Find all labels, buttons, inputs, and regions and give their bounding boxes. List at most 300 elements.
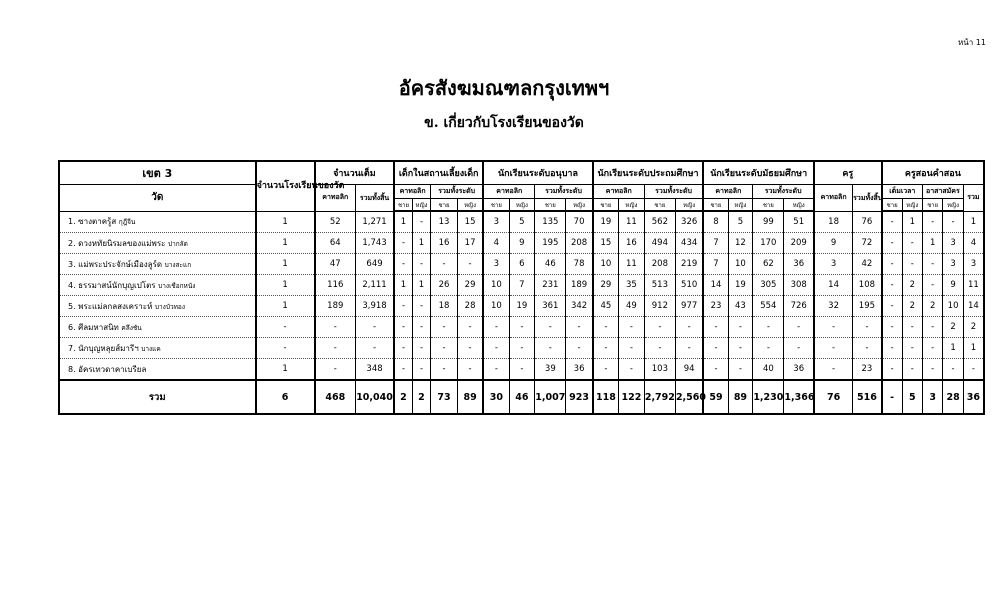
sex-male: ชาย [431,199,458,212]
kinder-catholic-header: คาทอลิก [483,185,535,199]
name-text: 3. แม่พระประจักษ์เมืองลูร์ด [68,259,163,269]
name-text: 1. ซางตาครู้ส [68,217,117,227]
table-cell: 208 [644,254,675,275]
table-cell: 1 [412,233,430,254]
table-cell: 923 [566,380,593,414]
table-cell: 70 [566,211,593,233]
table-cell: 189 [566,275,593,296]
school-name [59,233,256,254]
table-cell: 9 [814,233,853,254]
table-cell: - [394,233,412,254]
table-cell: - [412,317,430,338]
table-cell: 29 [457,275,483,296]
school-name [59,359,256,381]
table-cell: 35 [619,275,645,296]
table-cell: 12 [728,233,753,254]
school-name [59,211,256,233]
table-cell: 5 [728,211,753,233]
table-cell: 13 [431,211,458,233]
school-name [59,254,256,275]
page-subtitle: ข. เกี่ยวกับโรงเรียนของวัด [424,115,584,131]
table-cell: 1 [922,233,942,254]
table-cell: 1 [256,296,315,317]
name-text: 7. นักบุญหลุยส์มารีฯ [68,343,139,353]
group-header-teachers: ครู [814,161,882,185]
sex-female: หญิง [728,199,753,212]
teacher-catholic-header: คาทอลิก [814,185,853,212]
table-cell: - [853,338,882,359]
teacher-total-header: รวมทั้งสิ้น [853,185,882,212]
table-cell: - [943,359,963,381]
table-body [59,211,984,414]
table-cell: 9 [943,275,963,296]
table-cell: 170 [753,233,784,254]
name-text: 2. ดวงหทัยนิรมลของแม่พระ [68,238,166,248]
table-cell: - [902,254,922,275]
table-cell: - [431,338,458,359]
table-cell: 28 [943,380,963,414]
table-cell: - [703,317,728,338]
school-name [59,338,256,359]
group-header-secondary: นักเรียนระดับมัธยมศึกษา [703,161,814,185]
table-cell: 326 [675,211,703,233]
table-cell: 208 [566,233,593,254]
total-row [59,380,984,414]
table-cell: 76 [814,380,853,414]
table-cell: 209 [784,233,814,254]
location-text: บางเชือกหนัง [158,281,196,290]
table-cell: 28 [457,296,483,317]
table-cell: 14 [814,275,853,296]
table-cell: 649 [355,254,394,275]
table-cell: 116 [315,275,356,296]
table-cell: 2 [963,317,984,338]
table-cell: - [431,317,458,338]
table-cell: - [882,254,902,275]
table-cell: 8 [703,211,728,233]
table-cell: - [963,359,984,381]
catechist-volunteer-header: อาสาสมัคร [922,185,963,199]
table-cell: - [902,359,922,381]
group-header-nursery: เด็กในสถานเลี้ยงเด็ก [394,161,483,185]
sex-male: ชาย [483,199,509,212]
table-cell: - [593,359,619,381]
table-cell: 46 [535,254,566,275]
location-text: กุฎีจีน [118,218,136,227]
table-cell: 15 [457,211,483,233]
table-cell: 49 [619,296,645,317]
table-cell: - [675,338,703,359]
sex-female: หญิง [566,199,593,212]
sex-male: ชาย [882,199,902,212]
table-cell: 494 [644,233,675,254]
school-name [59,275,256,296]
sex-female: หญิง [619,199,645,212]
table-cell: 42 [853,254,882,275]
table-cell: 40 [753,359,784,381]
table-row [59,359,984,381]
table-cell: 43 [728,296,753,317]
table-cell: 1 [256,254,315,275]
table-cell: - [535,338,566,359]
catechist-fulltime-header: เต็มเวลา [882,185,923,199]
table-cell: - [619,359,645,381]
table-row [59,211,984,233]
table-cell: 64 [315,233,356,254]
table-row [59,338,984,359]
table-row [59,233,984,254]
table-cell: 36 [784,359,814,381]
table-cell: 36 [963,380,984,414]
table-cell: 348 [355,359,394,381]
location-text: บางสะแก [164,260,192,269]
table-cell: - [412,359,430,381]
sex-male: ชาย [394,199,412,212]
table-cell: 2,792 [644,380,675,414]
table-cell: 1,366 [784,380,814,414]
name-text: 8. อัครเทวดาคาเบรียล [68,364,147,374]
table-cell: 14 [703,275,728,296]
table-cell: 5 [509,211,535,233]
location-text: คลึงชัน [121,323,142,332]
table-cell: 59 [703,380,728,414]
table-cell: 3 [922,380,942,414]
table-cell: 3 [814,254,853,275]
table-cell: - [315,359,356,381]
primary-catholic-header: คาทอลิก [593,185,645,199]
table-cell: 11 [619,254,645,275]
table-cell: 19 [728,275,753,296]
table-cell: - [593,338,619,359]
sex-female: หญิง [784,199,814,212]
table-cell: - [412,211,430,233]
full-total-header: รวมทั้งสิ้น [355,185,394,212]
table-cell: 103 [644,359,675,381]
table-cell: - [753,317,784,338]
table-cell: - [902,317,922,338]
table-cell: 3 [483,211,509,233]
catechist-sum-header: รวม [963,185,984,212]
group-header-catechists: ครูสอนคำสอน [882,161,984,185]
table-cell: - [566,338,593,359]
table-cell: 10 [943,296,963,317]
sex-male: ชาย [703,199,728,212]
table-cell: - [922,359,942,381]
table-cell: 562 [644,211,675,233]
table-cell: 2 [922,296,942,317]
table-cell: 189 [315,296,356,317]
group-header-full: จำนวนเต็ม [315,161,394,185]
table-cell: - [431,254,458,275]
table-cell: - [922,317,942,338]
table-cell: - [509,338,535,359]
table-cell: - [644,317,675,338]
table-cell: 10,040 [355,380,394,414]
table-cell: 1 [963,211,984,233]
table-cell: 2,560 [675,380,703,414]
table-cell: - [394,296,412,317]
wat-header: วัด [59,185,256,212]
table-cell: 3 [963,254,984,275]
table-cell: 4 [483,233,509,254]
table-cell: - [457,254,483,275]
table-cell: 18 [814,211,853,233]
table-cell: 2 [394,380,412,414]
table-cell: - [882,380,902,414]
table-cell: 9 [509,233,535,254]
table-cell: - [412,296,430,317]
secondary-catholic-header: คาทอลิก [703,185,752,199]
table-cell: 7 [703,254,728,275]
nursery-catholic-header: คาทอลิก [394,185,431,199]
table-cell: - [784,338,814,359]
school-name [59,317,256,338]
table-cell: 468 [315,380,356,414]
table-cell: - [593,317,619,338]
table-cell: - [882,296,902,317]
table-cell: 2 [943,317,963,338]
table-cell: 108 [853,275,882,296]
location-text: บางแค [141,344,161,353]
table-cell: 11 [619,211,645,233]
table-cell: 118 [593,380,619,414]
table-cell: 1 [902,211,922,233]
table-cell: - [902,338,922,359]
table-cell: 195 [853,296,882,317]
table-cell: 912 [644,296,675,317]
table-cell: 39 [535,359,566,381]
table-cell: - [882,338,902,359]
table-cell: - [412,338,430,359]
table-cell: - [509,317,535,338]
table-row [59,254,984,275]
table-cell: - [394,317,412,338]
secondary-total-header: รวมทั้งระดับ [753,185,814,199]
table-cell: 23 [853,359,882,381]
table-cell: 1 [256,275,315,296]
table-cell: - [922,211,942,233]
table-cell: 10 [483,296,509,317]
table-cell: - [922,338,942,359]
sex-male: ชาย [593,199,619,212]
table-cell: - [535,317,566,338]
nursery-total-header: รวมทั้งระดับ [431,185,484,199]
table-cell: 4 [963,233,984,254]
sex-male: ชาย [535,199,566,212]
sex-male: ชาย [922,199,942,212]
table-cell: 1,271 [355,211,394,233]
zone-header: เขต 3 [59,161,256,185]
table-cell: 73 [431,380,458,414]
table-cell: 554 [753,296,784,317]
table-cell: - [256,317,315,338]
table-cell: - [256,338,315,359]
table-cell: - [355,317,394,338]
table-cell: - [644,338,675,359]
table-cell: 10 [728,254,753,275]
name-text: รวม [148,391,166,403]
table-cell: 1 [943,338,963,359]
name-text: 4. ธรรมาสน์นักบุญเปโตร [68,280,156,290]
name-text: 5. พระแม่ลกลสงเคราะห์ [68,301,153,311]
name-text: 6. ศีลมหาสนิท [68,322,119,332]
table-cell: - [315,317,356,338]
table-cell: 89 [457,380,483,414]
table-cell: - [814,338,853,359]
table-cell: 1 [256,211,315,233]
table-cell: - [902,233,922,254]
sex-female: หญิง [943,199,963,212]
location-text: บางบัวทอง [154,302,185,311]
table-cell: 122 [619,380,645,414]
table-cell: - [483,359,509,381]
table-cell: 342 [566,296,593,317]
table-cell: 17 [457,233,483,254]
table-cell: - [483,338,509,359]
table-cell: 510 [675,275,703,296]
table-cell: - [619,317,645,338]
table-cell: 219 [675,254,703,275]
table-cell: - [457,338,483,359]
table-cell: 135 [535,211,566,233]
table-row [59,275,984,296]
table-cell: - [814,359,853,381]
table-cell: - [943,211,963,233]
table-cell: - [457,359,483,381]
table-cell: - [922,254,942,275]
table-cell: 1 [394,211,412,233]
table-cell: - [394,254,412,275]
table-cell: 516 [853,380,882,414]
table-cell: 361 [535,296,566,317]
table-cell: - [566,317,593,338]
table-cell: 99 [753,211,784,233]
table-cell: - [431,359,458,381]
table-cell: 94 [675,359,703,381]
table-cell: - [703,338,728,359]
table-cell: 14 [963,296,984,317]
table-cell: 2,111 [355,275,394,296]
table-cell: 977 [675,296,703,317]
table-cell: 72 [853,233,882,254]
table-cell: - [882,359,902,381]
table-cell: - [728,359,753,381]
table-cell: 36 [566,359,593,381]
location-text: ปากลัด [167,239,188,248]
table-cell: - [509,359,535,381]
table-cell: 1 [256,233,315,254]
table-cell: 89 [728,380,753,414]
table-cell: 51 [784,211,814,233]
table-cell: 62 [753,254,784,275]
kinder-total-header: รวมทั้งระดับ [535,185,593,199]
table-cell: 3,918 [355,296,394,317]
table-cell: 10 [483,275,509,296]
table-cell: - [882,233,902,254]
table-cell: 1,230 [753,380,784,414]
table-cell: - [922,275,942,296]
table-cell: 36 [784,254,814,275]
table-cell: - [315,338,356,359]
table-cell: 1,007 [535,380,566,414]
sex-female: หญิง [509,199,535,212]
num-schools-header: จำนวนโรงเรียนของวัด [256,161,315,211]
table-cell: 45 [593,296,619,317]
table-row [59,317,984,338]
table-cell: 15 [593,233,619,254]
table-cell: - [814,317,853,338]
table-cell: 726 [784,296,814,317]
table-cell: - [412,254,430,275]
table-cell: 308 [784,275,814,296]
sex-female: หญิง [457,199,483,212]
table-cell: 19 [593,211,619,233]
table-cell: - [882,275,902,296]
table-cell: - [753,338,784,359]
table-cell: - [703,359,728,381]
table-cell: 32 [814,296,853,317]
sex-female: หญิง [675,199,703,212]
table-cell: 23 [703,296,728,317]
table-cell: 30 [483,380,509,414]
page-title: อัครสังฆมณฑลกรุงเทพฯ [398,76,610,100]
table-cell: - [784,317,814,338]
sex-male: ชาย [753,199,784,212]
table-cell: 195 [535,233,566,254]
table-row [59,296,984,317]
table-cell: 46 [509,380,535,414]
table-cell: 3 [483,254,509,275]
sex-male: ชาย [644,199,675,212]
table-cell: 7 [703,233,728,254]
table-cell: - [675,317,703,338]
table-cell: 10 [593,254,619,275]
table-cell: 52 [315,211,356,233]
table-cell: 2 [902,296,922,317]
table-cell: 7 [509,275,535,296]
table-cell: 1 [963,338,984,359]
table-cell: - [619,338,645,359]
table-cell: 11 [963,275,984,296]
table-cell: - [853,317,882,338]
table-cell: 305 [753,275,784,296]
table-cell: - [394,338,412,359]
primary-total-header: รวมทั้งระดับ [644,185,703,199]
table-cell: 513 [644,275,675,296]
table-cell: 29 [593,275,619,296]
table-cell: 2 [412,380,430,414]
table-cell: - [394,359,412,381]
table-cell: 1,743 [355,233,394,254]
table-cell: 231 [535,275,566,296]
table-cell: 19 [509,296,535,317]
table-cell: 2 [902,275,922,296]
table-cell: - [457,317,483,338]
table-cell: 16 [619,233,645,254]
group-header-primary: นักเรียนระดับประถมศึกษา [593,161,704,185]
table-cell: 434 [675,233,703,254]
sex-female: หญิง [412,199,430,212]
table-cell: - [355,338,394,359]
table-cell: - [728,338,753,359]
table-cell: 6 [509,254,535,275]
table-cell: - [728,317,753,338]
table-cell: - [882,211,902,233]
table-cell: 18 [431,296,458,317]
table-cell: 26 [431,275,458,296]
page-number: หน้า 11 [958,38,986,47]
total-label [59,380,256,414]
